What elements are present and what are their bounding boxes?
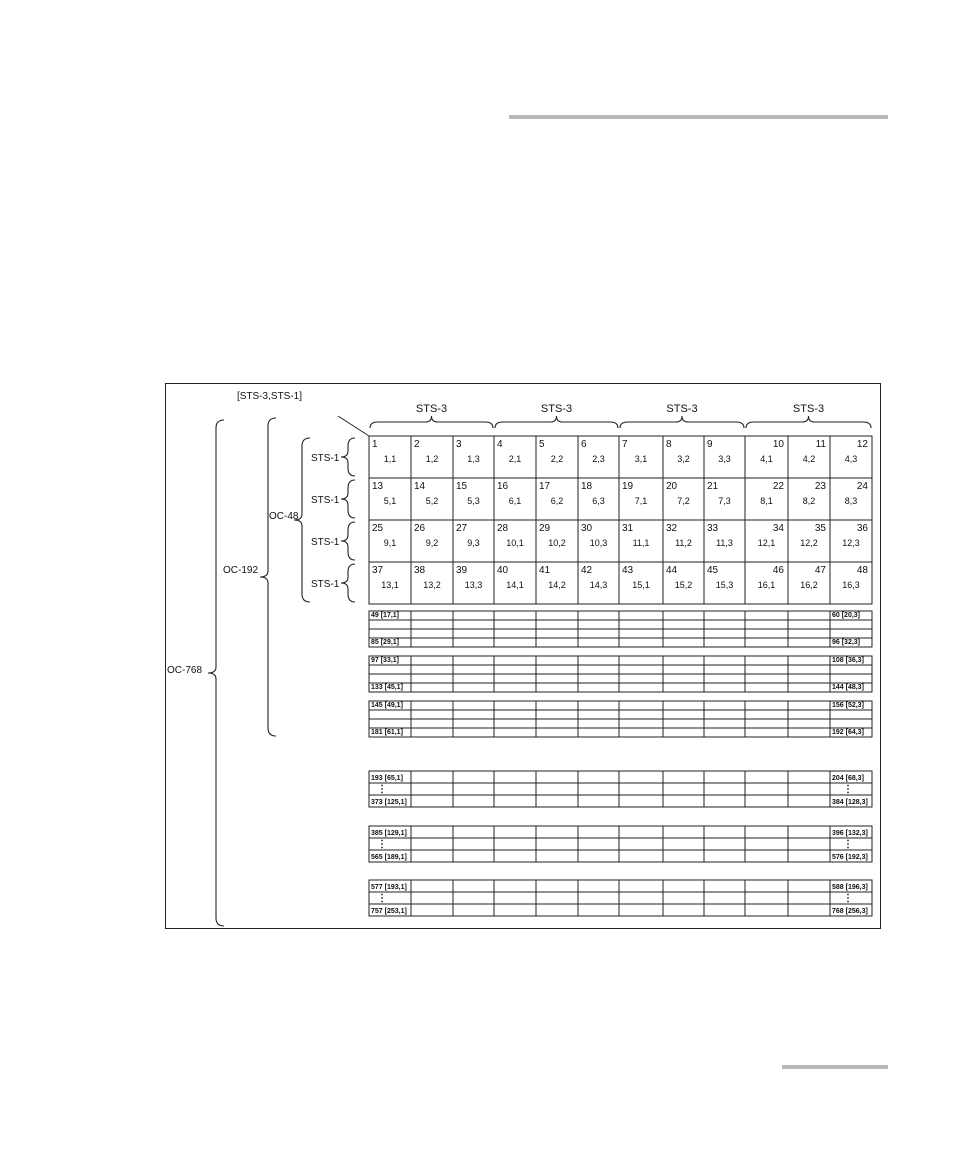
corner-diagonal [338,416,369,436]
cell-pair: 15,2 [674,580,693,590]
cell-pair: 5,2 [425,496,439,506]
cell-number: 36 [856,523,868,534]
block-last-start-label: 757 [253,1] [371,908,407,915]
cell-number: 38 [414,565,426,576]
cell-number: 4 [497,439,503,450]
cell-number: 40 [497,565,509,576]
cell-pair: 10,1 [506,538,524,548]
cell-pair: 12,1 [757,538,776,548]
cell-pair: 8,3 [844,496,858,506]
cell-number: 9 [707,439,713,450]
cell-number: 2 [414,439,420,450]
cell-number: 41 [539,565,551,576]
detail-row [369,478,872,520]
cell-pair: 15,1 [632,580,650,590]
block-last-start-label: 181 [61,1] [371,729,403,736]
block-end-label: 396 [132,3] [832,830,868,837]
cell-number: 13 [372,481,384,492]
cell-number: 35 [814,523,826,534]
cell-pair: 2,1 [508,454,522,464]
cell-pair: 7,2 [677,496,690,506]
ellipsis-block [369,880,872,916]
vertical-ellipsis: ⋮ [843,893,853,904]
sts3-brace [746,416,871,428]
cell-number: 1 [372,439,378,450]
ellipsis-block [369,826,872,862]
cell-pair: 11,2 [675,538,692,548]
block-end-label: 204 [68,3] [832,775,864,782]
block-end-label: 108 [36,3] [832,657,864,664]
block-last-end-label: 192 [64,3] [832,729,864,736]
cell-number: 29 [539,523,551,534]
cell-number: 21 [707,481,719,492]
oc768-brace [208,420,224,926]
cell-number: 24 [856,481,868,492]
cell-number: 6 [581,439,587,450]
vertical-ellipsis: ⋮ [843,784,853,795]
cell-pair: 4,2 [802,454,816,464]
cell-pair: 6,1 [508,496,522,506]
oc768-sts-structure-diagram [165,383,881,929]
block-start-label: 577 [193,1] [371,884,407,891]
oc192-brace [260,418,276,736]
cell-number: 19 [622,481,634,492]
cell-number: 42 [581,565,593,576]
cell-pair: 3,2 [677,454,690,464]
cell-number: 17 [539,481,551,492]
block-last-end-label: 384 [128,3] [832,799,868,806]
cell-pair: 9,2 [425,538,439,548]
cell-number: 37 [372,565,384,576]
cell-pair: 5,3 [467,496,480,506]
cell-pair: 8,2 [802,496,816,506]
cell-number: 14 [414,481,426,492]
cell-pair: 13,3 [464,580,483,590]
cell-number: 18 [581,481,593,492]
cell-pair: 9,1 [383,538,397,548]
block-last-end-label: 144 [48,3] [832,684,864,691]
detail-row [369,436,872,478]
cell-number: 43 [622,565,634,576]
sts1-label: STS-1 [311,495,340,506]
block-last-end-label: 768 [256,3] [832,908,868,915]
cell-pair: 12,2 [800,538,818,548]
cell-pair: 5,1 [383,496,397,506]
sts3-brace [620,416,744,428]
vertical-ellipsis: ⋮ [377,839,387,850]
cell-number: 8 [666,439,672,450]
sts1-brace [341,564,355,602]
cell-pair: 6,3 [592,496,605,506]
sts1-label: STS-1 [311,537,340,548]
cell-pair: 1,1 [383,454,397,464]
cell-number: 5 [539,439,545,450]
sts3-brace [370,416,493,428]
sts1-label: STS-1 [311,453,340,464]
cell-number: 16 [497,481,509,492]
sts3-header: STS-3 [540,403,573,415]
cell-pair: 2,2 [550,454,564,464]
block-start-label: 193 [65,1] [371,775,403,782]
ellipsis-block [369,771,872,807]
cell-pair: 14,1 [506,580,524,590]
block-start-label: 49 [17,1] [371,612,400,619]
cell-number: 44 [666,565,678,576]
cell-number: 33 [707,523,719,534]
cell-number: 3 [456,439,462,450]
oc768-label: OC-768 [167,665,203,676]
cell-pair: 10,3 [589,538,608,548]
block-last-start-label: 373 [125,1] [371,799,407,806]
sts1-brace [341,438,355,476]
corner-label: [STS-3,STS-1] [237,391,303,402]
sts3-header: STS-3 [415,403,448,415]
cell-pair: 7,1 [634,496,648,506]
cell-pair: 1,3 [467,454,480,464]
detail-row [369,520,872,562]
cell-pair: 6,2 [550,496,564,506]
cell-pair: 14,3 [589,580,608,590]
cell-pair: 8,1 [760,496,773,506]
cell-number: 34 [772,523,784,534]
sts3-header: STS-3 [666,403,698,415]
cell-number: 32 [666,523,678,534]
block-end-label: 156 [52,3] [832,702,864,709]
cell-number: 11 [815,439,826,450]
cell-number: 31 [622,523,634,534]
block-last-end-label: 96 [32,3] [832,639,861,646]
block-start-label: 385 [129,1] [371,830,407,837]
cell-number: 15 [456,481,468,492]
cell-pair: 9,3 [467,538,480,548]
cell-number: 12 [856,439,868,450]
block-last-start-label: 133 [45,1] [371,684,403,691]
cell-number: 47 [814,565,826,576]
cell-number: 26 [414,523,426,534]
footer-rule [782,1065,888,1069]
cell-pair: 16,2 [800,580,818,590]
cell-pair: 16,3 [842,580,860,590]
block-start-label: 145 [49,1] [371,702,403,709]
block-last-start-label: 85 [29,1] [371,639,400,646]
cell-pair: 2,3 [592,454,605,464]
sts3-brace [495,416,618,428]
cell-pair: 3,3 [718,454,731,464]
cell-pair: 7,3 [718,496,731,506]
block-end-label: 588 [196,3] [832,884,868,891]
cell-pair: 15,3 [715,580,734,590]
cell-number: 10 [772,439,784,450]
cell-number: 48 [856,565,868,576]
cell-number: 39 [456,565,468,576]
cell-number: 25 [372,523,384,534]
diagram-canvas [166,384,882,930]
cell-number: 45 [707,565,719,576]
cell-pair: 4,1 [760,454,773,464]
block-last-end-label: 576 [192,3] [832,854,868,861]
header-rule [509,115,888,119]
vertical-ellipsis: ⋮ [377,893,387,904]
cell-number: 22 [772,481,784,492]
cell-number: 28 [497,523,509,534]
sts1-label: STS-1 [311,579,340,590]
oc48-label: OC-48 [269,511,299,522]
cell-number: 30 [581,523,593,534]
block-last-start-label: 565 [189,1] [371,854,407,861]
vertical-ellipsis: ⋮ [377,784,387,795]
sts1-brace [341,522,355,560]
cell-number: 46 [772,565,784,576]
cell-pair: 1,2 [425,454,439,464]
sts3-header: STS-3 [792,403,825,415]
cell-pair: 11,3 [716,538,733,548]
cell-pair: 10,2 [548,538,566,548]
cell-pair: 13,2 [423,580,441,590]
block-start-label: 97 [33,1] [371,657,400,664]
cell-pair: 16,1 [757,580,776,590]
cell-number: 27 [456,523,468,534]
cell-pair: 13,1 [381,580,399,590]
vertical-ellipsis: ⋮ [843,839,853,850]
sts1-brace [341,480,355,518]
cell-pair: 3,1 [634,454,648,464]
cell-pair: 11,1 [632,538,650,548]
cell-number: 7 [622,439,628,450]
oc192-label: OC-192 [223,565,259,576]
cell-pair: 4,3 [844,454,858,464]
cell-number: 23 [814,481,826,492]
block-end-label: 60 [20,3] [832,612,861,619]
detail-row [369,562,872,604]
cell-pair: 14,2 [548,580,566,590]
cell-number: 20 [666,481,678,492]
cell-pair: 12,3 [842,538,860,548]
